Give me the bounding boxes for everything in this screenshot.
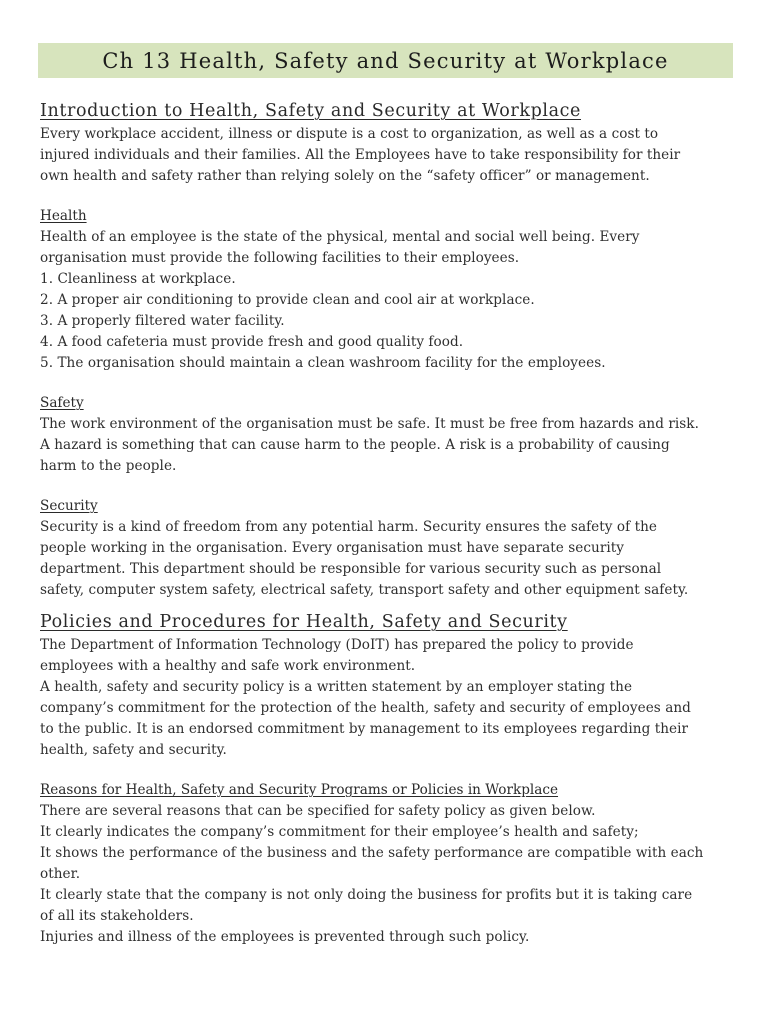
reasons-heading: Reasons for Health, Safety and Security Programs or Policies in Workplace [40, 782, 559, 798]
health-list-item: 5. The organisation should maintain a clean washroom facility for the employees. [40, 355, 606, 371]
security-section [40, 496, 740, 601]
health-list-item: 3. A properly filtered water facility. [40, 313, 285, 329]
security-heading: Security [40, 498, 98, 514]
spacer [40, 187, 740, 206]
health-line: Health of an employee is the state of the physical, mental and social well being. Every [40, 229, 640, 245]
health-list-item: 4. A food cafeteria must provide fresh and good quality food. [40, 334, 464, 350]
safety-heading: Safety [40, 395, 84, 411]
reasons-line: There are several reasons that can be specified for safety policy as given below. [40, 803, 596, 819]
spacer [40, 601, 740, 609]
intro-line: injured individuals and their families. All the Employees have to take responsibility for their [40, 147, 681, 163]
policies-line: company’s commitment for the protection of the health, safety and security of employees and [40, 700, 691, 716]
policies-line: The Department of Information Technology (DoIT) has prepared the policy to provide [40, 637, 634, 653]
security-line: people working in the organisation. Every organisation must have separate security [40, 540, 625, 556]
security-line: department. This department should be responsible for various security such as personal [40, 561, 662, 577]
reasons-line: It shows the performance of the business and the safety performance are compatible with each [40, 845, 704, 861]
reasons-line: other. [40, 866, 81, 882]
intro-line: Every workplace accident, illness or dispute is a cost to organization, as well as a cost to [40, 126, 659, 142]
policies-heading: Policies and Procedures for Health, Safety and Security [40, 612, 568, 632]
reasons-section [40, 780, 740, 948]
safety-line: The work environment of the organisation must be safe. It must be free from hazards and risk. [40, 416, 699, 432]
intro-heading: Introduction to Health, Safety and Security at Workplace [40, 101, 581, 121]
policies-line: to the public. It is an endorsed commitment by management to its employees regarding their [40, 721, 689, 737]
health-line: organisation must provide the following facilities to their employees. [40, 250, 520, 266]
spacer [40, 761, 740, 780]
spacer [40, 374, 740, 393]
policies-line: A health, safety and security policy is a written statement by an employer stating the [40, 679, 633, 695]
security-line: safety, computer system safety, electrical safety, transport safety and other equipment safety. [40, 582, 689, 598]
policies-line: employees with a healthy and safe work environment. [40, 658, 416, 674]
reasons-line: Injuries and illness of the employees is prevented through such policy. [40, 929, 530, 945]
spacer [40, 477, 740, 496]
document-body [40, 98, 740, 948]
reasons-line: It clearly state that the company is not only doing the business for profits but it is taking care [40, 887, 693, 903]
safety-line: harm to the people. [40, 458, 177, 474]
policies-section [40, 609, 740, 761]
chapter-title-banner [38, 43, 733, 78]
security-line: Security is a kind of freedom from any potential harm. Security ensures the safety of the [40, 519, 657, 535]
health-heading: Health [40, 208, 87, 224]
safety-line: A hazard is something that can cause harm to the people. A risk is a probability of causing [40, 437, 670, 453]
reasons-line: It clearly indicates the company’s commitment for their employee’s health and safety; [40, 824, 639, 840]
safety-section [40, 393, 740, 477]
reasons-line: of all its stakeholders. [40, 908, 194, 924]
policies-line: health, safety and security. [40, 742, 227, 758]
chapter-title: Ch 13 Health, Safety and Security at Workplace [102, 48, 669, 73]
health-list-item: 1. Cleanliness at workplace. [40, 271, 236, 287]
health-section [40, 206, 740, 374]
health-list-item: 2. A proper air conditioning to provide clean and cool air at workplace. [40, 292, 535, 308]
intro-line: own health and safety rather than relying solely on the “safety officer” or management. [40, 168, 650, 184]
intro-section [40, 98, 740, 187]
